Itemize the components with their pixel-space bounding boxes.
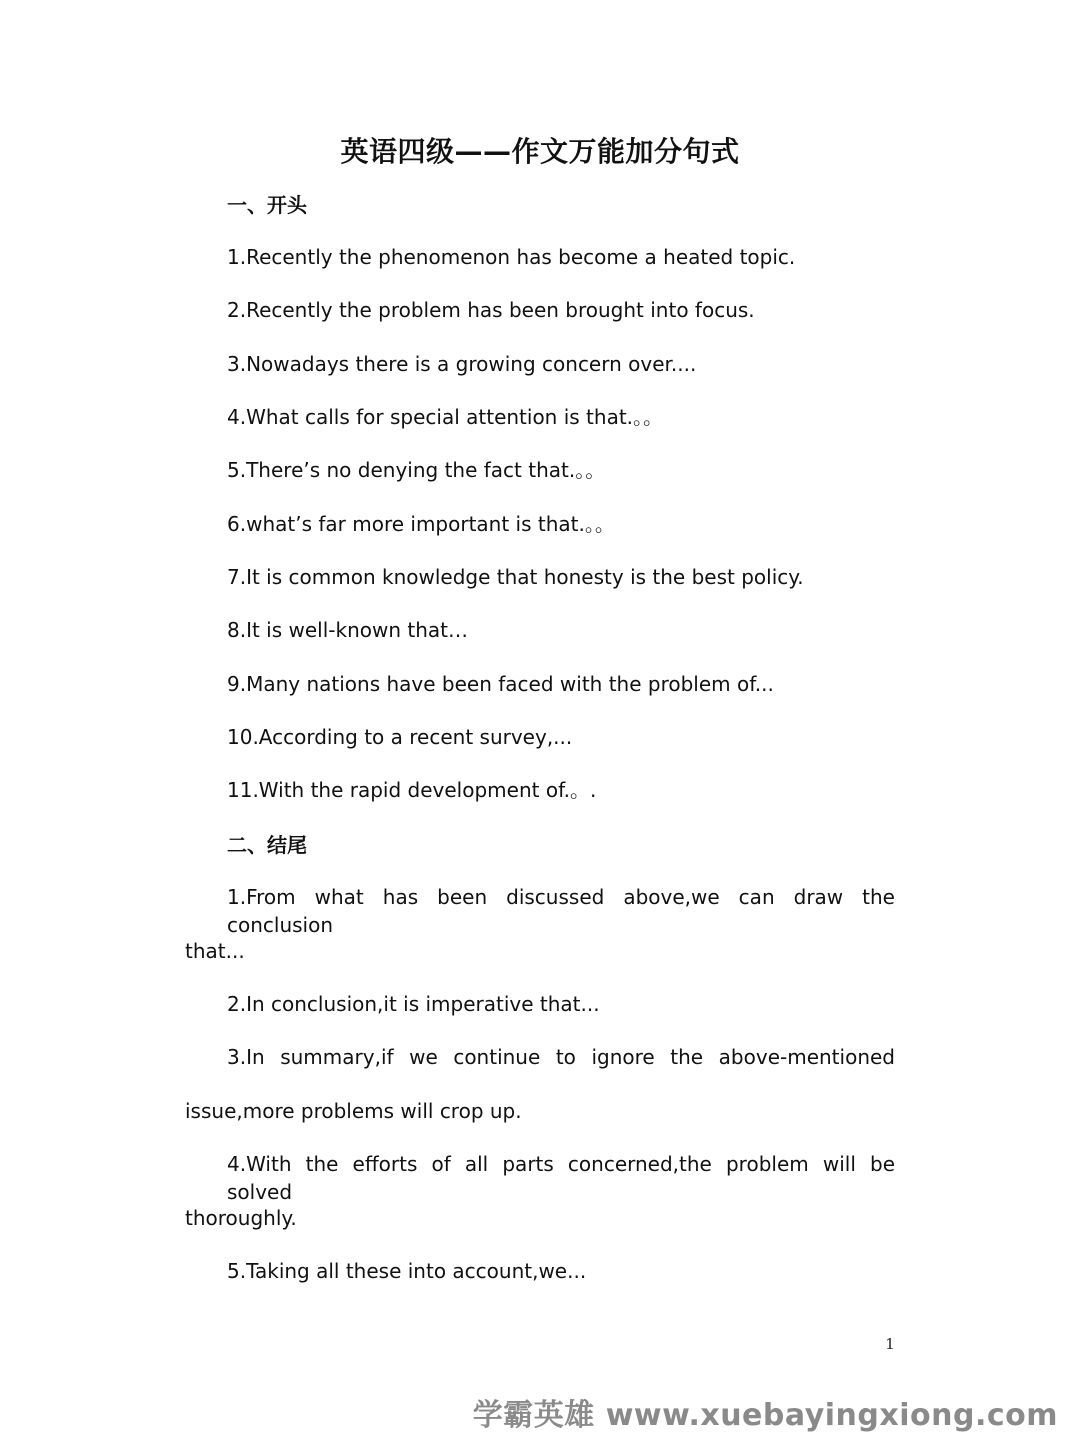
section-heading-opening: 一、开头 <box>227 193 307 217</box>
list-item: 9.Many nations have been faced with the problem of... <box>227 672 774 696</box>
page-title: 英语四级——作文万能加分句式 <box>340 135 740 168</box>
watermark-brand: 学霸英雄 <box>472 1398 595 1433</box>
list-item: 5.There’s no denying the fact that.。。 <box>227 458 606 482</box>
list-item: 3.Nowadays there is a growing concern over.... <box>227 352 697 376</box>
list-item: 1.Recently the phenomenon has become a heated topic. <box>227 245 796 269</box>
list-item: 8.It is well-known that… <box>227 618 469 642</box>
list-item: 2.Recently the problem has been brought into focus. <box>227 298 755 322</box>
list-item: 7.It is common knowledge that honesty is the best policy. <box>227 565 804 589</box>
list-item: 10.According to a recent survey,... <box>227 725 573 749</box>
watermark <box>473 1390 1058 1434</box>
list-item: 4.With the efforts of all parts concerned,the problem will be solved <box>227 1152 895 1204</box>
list-item: 5.Taking all these into account,we... <box>227 1259 587 1283</box>
page-number: 1 <box>885 1335 895 1353</box>
list-item-continuation: that... <box>185 939 245 963</box>
list-item-continuation: issue,more problems will crop up. <box>185 1099 522 1123</box>
watermark-url: www.xuebayingxiong.com <box>605 1398 1058 1433</box>
section-heading-closing: 二、结尾 <box>227 833 307 857</box>
list-item: 4.What calls for special attention is that.。。 <box>227 405 664 429</box>
list-item: 11.With the rapid development of.。. <box>227 778 597 802</box>
list-item-continuation: thoroughly. <box>185 1206 297 1230</box>
list-item: 1.From what has been discussed above,we can draw the conclusion <box>227 885 895 937</box>
list-item: 6.what’s far more important is that.。。 <box>227 512 615 536</box>
list-item: 2.In conclusion,it is imperative that... <box>227 992 600 1016</box>
list-item: 3.In summary,if we continue to ignore the above-mentioned <box>227 1045 895 1069</box>
